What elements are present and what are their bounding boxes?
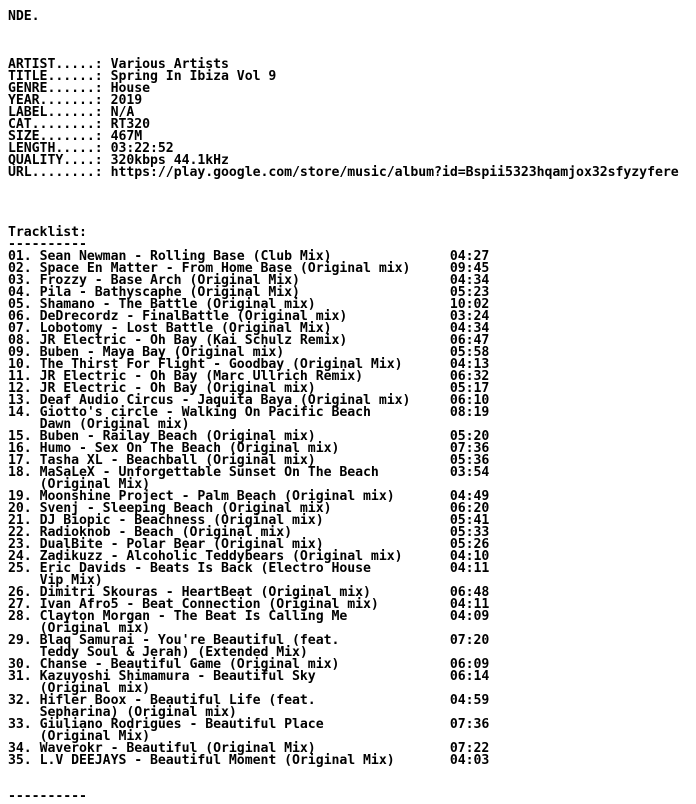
track-duration: 05:26 (449, 537, 490, 552)
track-title: Deaf Audio Circus - Jaquita Baya (Original mix) (39, 393, 411, 408)
track-row (8, 407, 679, 431)
tracklist (8, 251, 679, 767)
track-title: Pila - Bathyscaphe (Original Mix) (39, 285, 300, 300)
track-title: (Original Mix) (39, 729, 151, 744)
track-title: (Original mix) (39, 681, 151, 696)
track-title: Chanse - Beautiful Game (Original mix) (39, 657, 340, 672)
track-row (8, 695, 679, 719)
track-number: 03. (8, 273, 32, 288)
track-duration: 04:59 (449, 693, 490, 708)
release-info-block (8, 59, 679, 179)
track-number: 11. (8, 369, 32, 384)
track-duration: 07:36 (449, 717, 490, 732)
info-value: RT320 (110, 117, 151, 132)
track-duration: 05:41 (449, 513, 490, 528)
info-value: 2019 (110, 93, 143, 108)
track-duration: 04:13 (449, 357, 490, 372)
track-number: 28. (8, 609, 32, 624)
track-duration: 04:11 (449, 597, 490, 612)
track-number: 26. (8, 585, 32, 600)
info-key: ARTIST.....: (8, 57, 103, 72)
track-duration: 04:34 (449, 321, 490, 336)
track-row (8, 467, 679, 491)
info-value: 03:22:52 (110, 141, 174, 156)
track-duration: 06:32 (449, 369, 490, 384)
track-title: Frozzy - Base Arch (Original Mix) (39, 273, 300, 288)
track-duration: 07:22 (449, 741, 490, 756)
track-duration: 03:24 (449, 309, 490, 324)
track-number: 17. (8, 453, 32, 468)
track-title: JR Electric - Oh Bay (Original mix) (39, 381, 316, 396)
track-duration: 09:45 (449, 261, 490, 276)
track-number: 35. (8, 753, 32, 768)
track-duration: 04:09 (449, 609, 490, 624)
track-number: 20. (8, 501, 32, 516)
track-number: 09. (8, 345, 32, 360)
track-title: Vip Mix) (39, 573, 103, 588)
track-row (8, 671, 679, 695)
track-title: Buben - Maya Bay (Original mix) (39, 345, 285, 360)
track-duration: 06:10 (449, 393, 490, 408)
track-title: MaSaLeX - Unforgettable Sunset On The Beach (39, 465, 379, 480)
track-title: JR Electric - Oh Bay (Marc Ullrich Remix) (39, 369, 364, 384)
track-duration: 04:11 (449, 561, 490, 576)
track-duration: 04:27 (449, 249, 490, 264)
track-duration: 06:47 (449, 333, 490, 348)
track-number: 18. (8, 465, 32, 480)
track-title: Kazuyoshi Shimamura - Beautiful Sky (39, 669, 316, 684)
track-row (8, 635, 679, 659)
track-duration: 06:48 (449, 585, 490, 600)
track-title: Tasha XL - Beachball (Original mix) (39, 453, 316, 468)
track-title: Clayton Morgan - The Beat Is Calling Me (39, 609, 348, 624)
track-number: 07. (8, 321, 32, 336)
track-duration: 10:02 (449, 297, 490, 312)
track-duration: 05:20 (449, 429, 490, 444)
track-title: Waverokr - Beautiful (Original Mix) (39, 741, 316, 756)
track-row (8, 611, 679, 635)
tracklist-rule: ---------- (8, 237, 87, 252)
info-value: 320kbps 44.1kHz (110, 153, 229, 168)
info-value: https://play.google.com/store/music/album?id=Bspii5323hqamjox32sfyzyfere (110, 165, 679, 180)
track-duration: 05:58 (449, 345, 490, 360)
track-title: L.V DEEJAYS - Beautiful Moment (Original Mix) (39, 753, 395, 768)
track-title: Giuliano Rodrigues - Beautiful Place (39, 717, 324, 732)
track-number: 25. (8, 561, 32, 576)
track-number: 10. (8, 357, 32, 372)
track-number: 29. (8, 633, 32, 648)
track-duration: 07:36 (449, 441, 490, 456)
info-value: Spring In Ibiza Vol 9 (110, 69, 277, 84)
track-number: 01. (8, 249, 32, 264)
track-duration: 03:54 (449, 465, 490, 480)
track-number: 32. (8, 693, 32, 708)
track-number: 33. (8, 717, 32, 732)
track-number: 21. (8, 513, 32, 528)
track-title: Eric Davids - Beats Is Back (Electro House (39, 561, 371, 576)
tracklist-heading: Tracklist: (8, 225, 87, 240)
track-title: (Original Mix) (39, 477, 151, 492)
info-value: Various Artists (110, 57, 229, 72)
track-number: 06. (8, 309, 32, 324)
track-duration: 06:14 (449, 669, 490, 684)
track-number: 19. (8, 489, 32, 504)
track-duration: 04:49 (449, 489, 490, 504)
track-row (8, 755, 679, 767)
track-duration: 05:17 (449, 381, 490, 396)
info-key: YEAR.......: (8, 93, 103, 108)
track-title: Lobotomy - Lost Battle (Original Mix) (39, 321, 332, 336)
track-duration: 05:36 (449, 453, 490, 468)
track-number: 24. (8, 549, 32, 564)
track-title: DualBite - Polar Bear (Original mix) (39, 537, 324, 552)
info-key: SIZE.......: (8, 129, 103, 144)
track-title: Blaq Samurai - You're Beautiful (feat. (39, 633, 340, 648)
track-duration: 06:09 (449, 657, 490, 672)
track-title: Hifler Boox - Beautiful Life (feat. (39, 693, 316, 708)
track-number: 27. (8, 597, 32, 612)
track-title: Humo - Sex On The Beach (Original mix) (39, 441, 340, 456)
info-value: N/A (110, 105, 135, 120)
track-number: 23. (8, 537, 32, 552)
track-title: Radioknob - Beach (Original mix) (39, 525, 293, 540)
track-title: Teddy Soul & Jerah) (Extended Mix) (39, 645, 308, 660)
track-row (8, 719, 679, 743)
footer-rule: ---------- (8, 789, 87, 804)
track-title: Sepharina) (Original mix) (39, 705, 237, 720)
track-title: JR Electric - Oh Bay (Kai Schulz Remix) (39, 333, 348, 348)
track-title: Dimitri Skouras - HeartBeat (Original mix) (39, 585, 371, 600)
track-number: 34. (8, 741, 32, 756)
track-number: 14. (8, 405, 32, 420)
track-title: Dawn (Original mix) (39, 417, 190, 432)
track-duration: 05:23 (449, 285, 490, 300)
track-duration: 08:19 (449, 405, 490, 420)
info-key: LENGTH.....: (8, 141, 103, 156)
track-title: Buben - Railay Beach (Original mix) (39, 429, 316, 444)
info-value: 467M (110, 129, 143, 144)
track-title: The Thirst For Flight - Goodbay (Original Mix) (39, 357, 403, 372)
info-key: TITLE......: (8, 69, 103, 84)
track-title: Sean Newman - Rolling Base (Club Mix) (39, 249, 332, 264)
info-key: CAT........: (8, 117, 103, 132)
track-title: Ivan Afro5 - Beat Connection (Original mix) (39, 597, 379, 612)
track-row (8, 563, 679, 587)
track-title: DeDrecordz - FinalBattle (Original mix) (39, 309, 348, 324)
info-key: URL........: (8, 165, 103, 180)
track-duration: 07:20 (449, 633, 490, 648)
track-title: Zadikuzz - Alcoholic Teddybears (Original mix) (39, 549, 403, 564)
track-number: 02. (8, 261, 32, 276)
release-group-tag: NDE. (8, 9, 40, 24)
info-key: LABEL......: (8, 105, 103, 120)
track-duration: 04:03 (449, 753, 490, 768)
track-number: 31. (8, 669, 32, 684)
track-title: Moonshine Project - Palm Beach (Original mix) (39, 489, 395, 504)
track-title: (Original mix) (39, 621, 151, 636)
info-value: House (110, 81, 151, 96)
track-title: DJ Biopic - Beachness (Original mix) (39, 513, 324, 528)
track-number: 13. (8, 393, 32, 408)
track-number: 16. (8, 441, 32, 456)
track-number: 12. (8, 381, 32, 396)
track-duration: 05:33 (449, 525, 490, 540)
track-number: 05. (8, 297, 32, 312)
track-number: 30. (8, 657, 32, 672)
track-number: 04. (8, 285, 32, 300)
track-number: 08. (8, 333, 32, 348)
info-key: QUALITY....: (8, 153, 103, 168)
track-title: Space En Matter - From Home Base (Original mix) (39, 261, 411, 276)
track-number: 15. (8, 429, 32, 444)
track-title: Giotto's circle - Walking On Pacific Beach (39, 405, 371, 420)
track-title: Svenj - Sleeping Beach (Original mix) (39, 501, 332, 516)
track-title: Shamano - The Battle (Original mix) (39, 297, 316, 312)
info-key: GENRE......: (8, 81, 103, 96)
track-duration: 06:20 (449, 501, 490, 516)
track-duration: 04:34 (449, 273, 490, 288)
info-row (8, 167, 679, 179)
nfo-text-document (8, 11, 679, 803)
track-duration: 04:10 (449, 549, 490, 564)
track-number: 22. (8, 525, 32, 540)
